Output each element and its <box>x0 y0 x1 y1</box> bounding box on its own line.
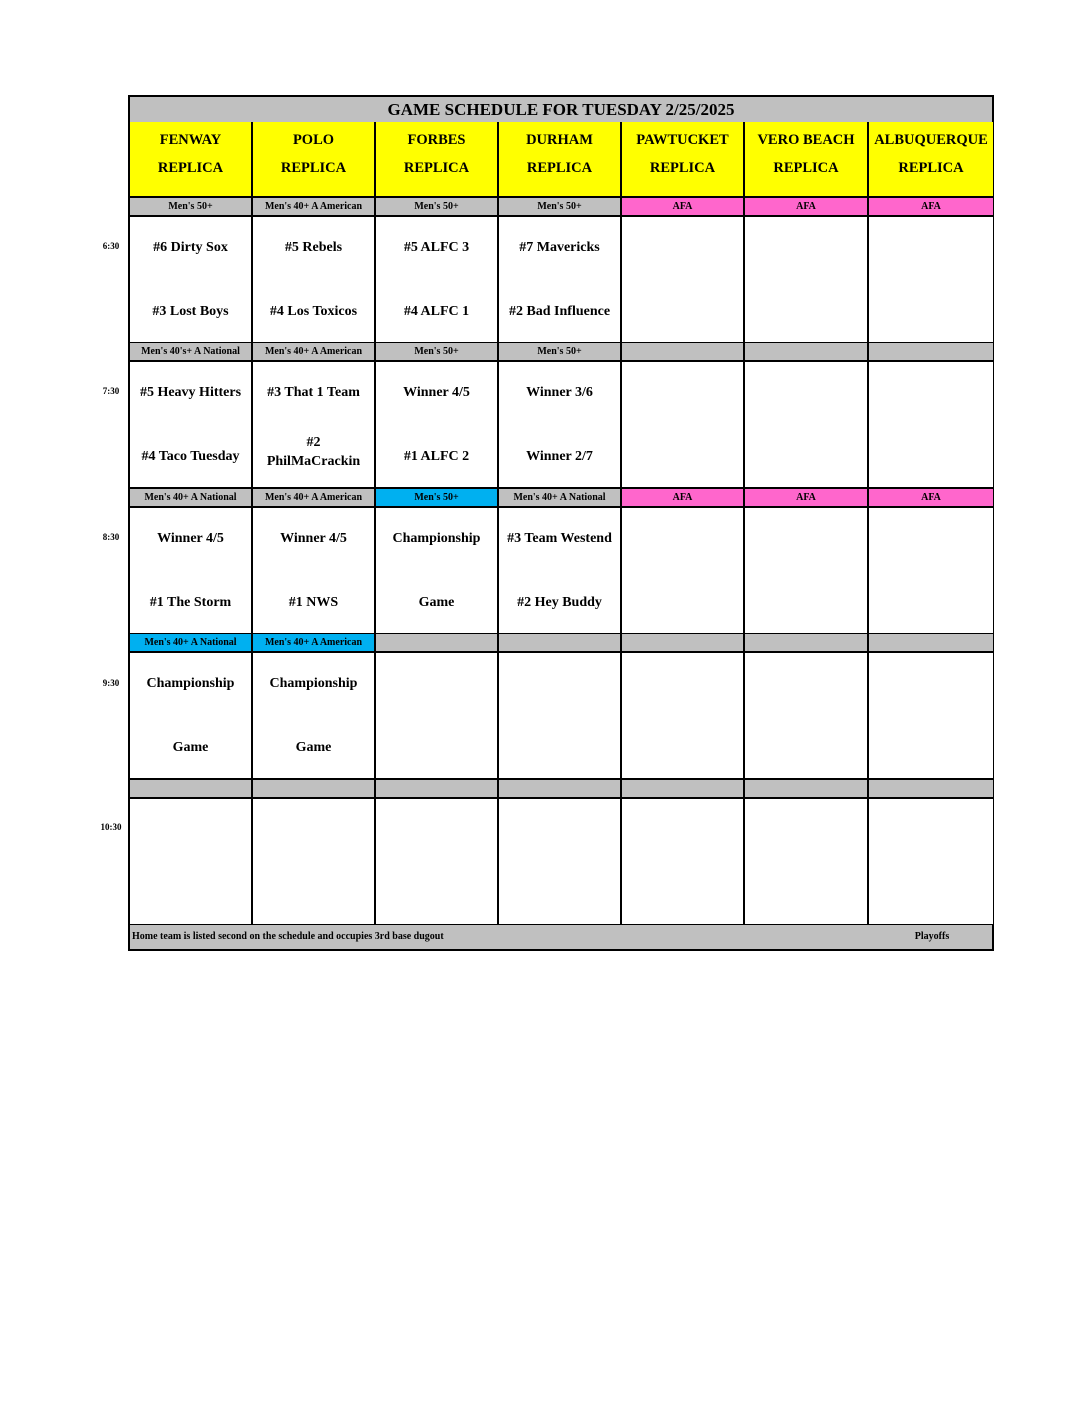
footer-legend: Playoffs <box>914 931 950 942</box>
game-cell <box>376 508 499 635</box>
division-label <box>253 780 376 799</box>
game-cell <box>869 362 993 489</box>
game-cell <box>253 653 376 780</box>
away-team: #5 Heavy Hitters <box>139 385 242 400</box>
venue-subtitle: REPLICA <box>898 160 964 176</box>
home-team: #1 ALFC 2 <box>403 449 470 464</box>
game-cell <box>130 508 253 635</box>
venue-header-forbes <box>376 122 499 198</box>
game-cell <box>869 508 993 635</box>
game-cell <box>130 362 253 489</box>
venue-name: PAWTUCKET <box>636 132 729 148</box>
away-team: #5 ALFC 3 <box>403 240 470 255</box>
home-team: #1 The Storm <box>149 595 232 610</box>
venue-header-albuquerque <box>869 122 993 198</box>
division-label: Men's 40+ A American <box>253 489 376 508</box>
division-label: Men's 40+ A National <box>130 489 253 508</box>
home-team: #2 Bad Influence <box>508 304 611 319</box>
venue-header-polo <box>253 122 376 198</box>
home-team: Game <box>295 740 332 755</box>
venue-subtitle: REPLICA <box>403 160 470 176</box>
game-cell <box>499 362 622 489</box>
division-label <box>622 634 745 653</box>
division-label: Men's 50+ <box>376 489 499 508</box>
game-cell <box>745 217 869 344</box>
home-team: #2 Hey Buddy <box>517 595 602 610</box>
division-label: Men's 40+ A American <box>253 634 376 653</box>
venue-header-fenway <box>130 122 253 198</box>
venue-name: VERO BEACH <box>757 132 855 148</box>
game-cell <box>376 653 499 780</box>
game-cell <box>869 217 993 344</box>
division-label <box>745 343 869 362</box>
division-label <box>499 634 622 653</box>
home-team: #1 NWS <box>288 595 339 610</box>
division-label: Men's 40's+ A National <box>130 343 253 362</box>
game-cell <box>376 799 499 926</box>
venue-name: FENWAY <box>159 132 222 148</box>
division-label <box>376 634 499 653</box>
division-label: AFA <box>622 198 745 217</box>
division-label: Men's 50+ <box>376 198 499 217</box>
away-team: Winner 4/5 <box>157 531 224 546</box>
venue-name: DURHAM <box>526 132 593 148</box>
home-team: #3 Lost Boys <box>152 304 229 319</box>
game-cell <box>499 508 622 635</box>
game-cell <box>376 362 499 489</box>
division-label <box>499 780 622 799</box>
division-label: AFA <box>622 489 745 508</box>
division-label <box>745 780 869 799</box>
game-cell <box>499 799 622 926</box>
game-cell <box>745 653 869 780</box>
home-team: #4 Taco Tuesday <box>141 449 240 464</box>
away-team: #3 Team Westend <box>507 531 612 546</box>
time-label: 8:30 <box>102 532 120 542</box>
schedule-title: GAME SCHEDULE FOR TUESDAY 2/25/2025 <box>130 97 992 124</box>
division-label <box>745 634 869 653</box>
division-label <box>376 780 499 799</box>
division-label: Men's 50+ <box>130 198 253 217</box>
venue-name: FORBES <box>407 132 466 148</box>
away-team: Winner 4/5 <box>280 531 347 546</box>
division-label <box>130 780 253 799</box>
time-label: 9:30 <box>102 678 120 688</box>
away-team: #3 That 1 Team <box>267 385 360 400</box>
venue-header-pawtucket <box>622 122 745 198</box>
game-cell <box>499 217 622 344</box>
game-cell <box>253 217 376 344</box>
game-cell <box>869 799 993 926</box>
time-label: 6:30 <box>102 241 120 251</box>
away-team: Championship <box>269 676 358 691</box>
game-cell <box>253 799 376 926</box>
venue-name: POLO <box>292 132 335 148</box>
division-label <box>622 780 745 799</box>
game-schedule-table <box>128 95 994 951</box>
venue-name: ALBUQUERQUE <box>874 132 988 148</box>
venue-subtitle: REPLICA <box>526 160 593 176</box>
game-cell <box>253 508 376 635</box>
footer-note: Home team is listed second on the schedule and occupies 3rd base dugout <box>132 931 444 942</box>
game-cell <box>130 799 253 926</box>
venue-header-durham <box>499 122 622 198</box>
game-cell <box>622 799 745 926</box>
division-label: Men's 40+ A National <box>130 634 253 653</box>
home-team: Game <box>418 595 455 610</box>
game-cell <box>745 508 869 635</box>
game-cell <box>622 508 745 635</box>
time-label: 7:30 <box>102 386 120 396</box>
division-label: Men's 40+ A National <box>499 489 622 508</box>
division-label <box>869 780 993 799</box>
division-label <box>869 634 993 653</box>
game-cell <box>130 217 253 344</box>
home-team-line2: PhilMaCrackin <box>266 454 361 469</box>
venue-subtitle: REPLICA <box>649 160 716 176</box>
division-label: Men's 50+ <box>499 198 622 217</box>
venue-subtitle: REPLICA <box>773 160 839 176</box>
home-team: #2 <box>306 435 321 450</box>
division-label: Men's 50+ <box>376 343 499 362</box>
schedule-footer <box>130 925 992 949</box>
venue-subtitle: REPLICA <box>157 160 224 176</box>
division-label: AFA <box>869 489 993 508</box>
game-cell <box>376 217 499 344</box>
away-team: Championship <box>392 531 481 546</box>
game-cell <box>499 653 622 780</box>
game-cell <box>622 362 745 489</box>
away-team: Winner 4/5 <box>403 385 470 400</box>
game-cell <box>869 653 993 780</box>
home-team: Winner 2/7 <box>526 449 593 464</box>
away-team: #6 Dirty Sox <box>153 240 228 255</box>
away-team: Winner 3/6 <box>526 385 593 400</box>
away-team: #7 Mavericks <box>519 240 600 255</box>
division-label: AFA <box>745 198 869 217</box>
game-cell <box>253 362 376 489</box>
venue-header-vero-beach <box>745 122 869 198</box>
time-label: 10:30 <box>100 822 122 832</box>
game-cell <box>622 217 745 344</box>
division-label: Men's 40+ A American <box>253 198 376 217</box>
game-cell <box>745 799 869 926</box>
division-label: AFA <box>745 489 869 508</box>
venue-subtitle: REPLICA <box>280 160 347 176</box>
game-cell <box>130 653 253 780</box>
game-cell <box>622 653 745 780</box>
division-label <box>869 343 993 362</box>
away-team: Championship <box>146 676 235 691</box>
away-team: #5 Rebels <box>284 240 343 255</box>
home-team: Game <box>172 740 209 755</box>
division-label: AFA <box>869 198 993 217</box>
home-team: #4 Los Toxicos <box>269 304 358 319</box>
game-cell <box>745 362 869 489</box>
division-label: Men's 50+ <box>499 343 622 362</box>
home-team: #4 ALFC 1 <box>403 304 470 319</box>
division-label: Men's 40+ A American <box>253 343 376 362</box>
division-label <box>622 343 745 362</box>
